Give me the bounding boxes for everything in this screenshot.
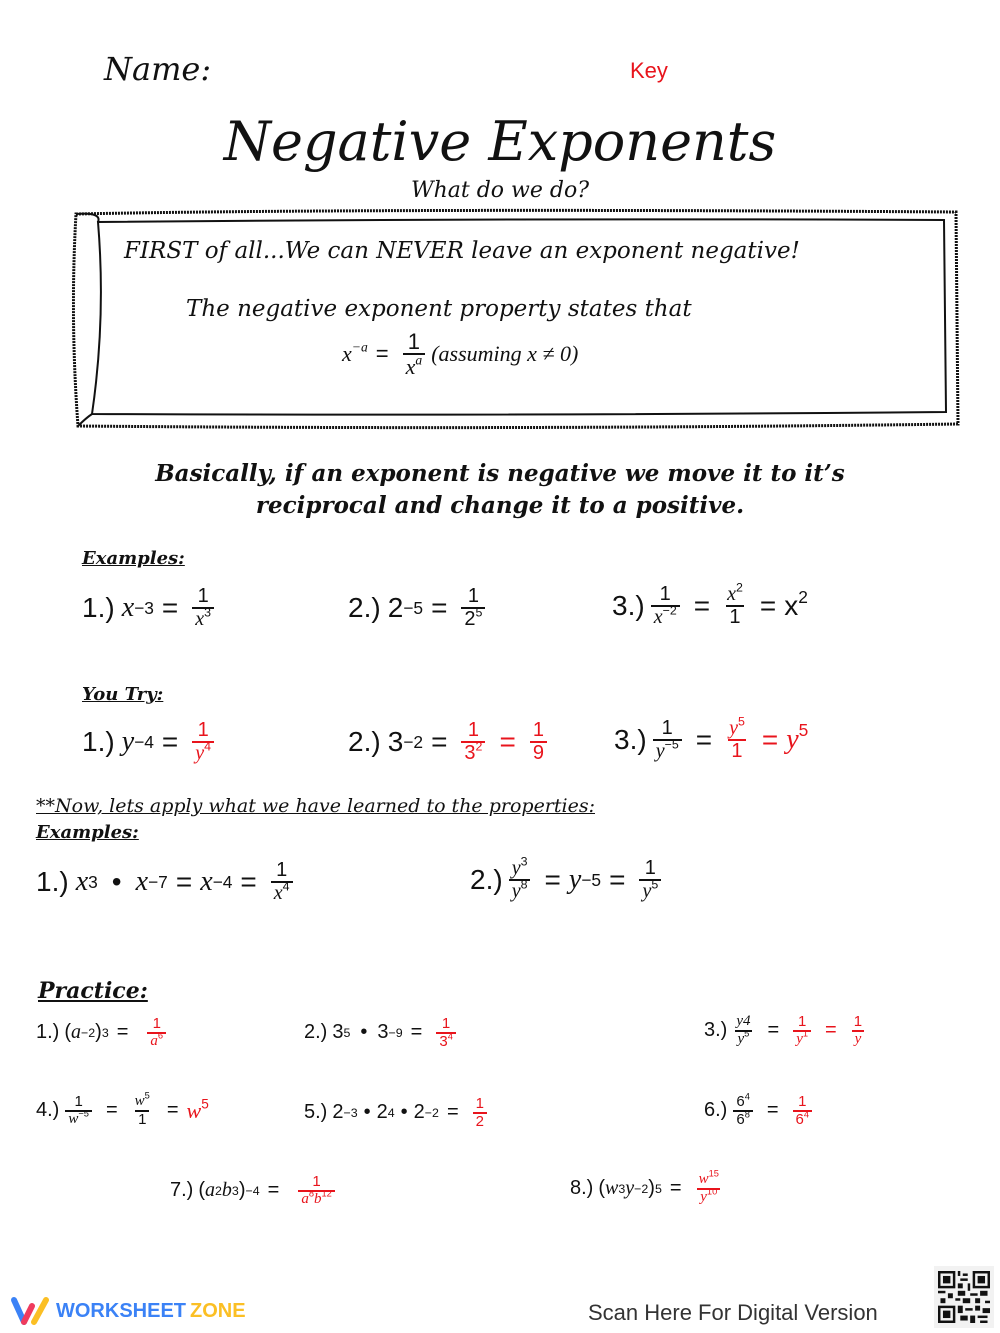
practice-7: 7.) ( a 2 b 3 ) −4 = $\frac{1}{a^8b^{12}}$ bbox=[170, 1174, 341, 1208]
formula-fraction: $\frac{1}{x^a}$ bbox=[403, 330, 426, 378]
examples-heading: Examples: bbox=[82, 548, 185, 569]
practice-3: 3.) $\frac{y4}{y^5}$ = $\frac{1}{y^1}$ = $\frac{1}{y}$ bbox=[704, 1014, 871, 1048]
summary-text: Basically, if an exponent is negative we move it to it’s reciprocal and change it to a positive. bbox=[155, 460, 845, 519]
brand-zone: ZONE bbox=[190, 1299, 246, 1322]
answer: $\frac{1}{2}$ bbox=[473, 1096, 487, 1130]
answer-final: $\frac{1}{y}$ bbox=[851, 1014, 865, 1048]
you-try-heading: You Try: bbox=[82, 684, 164, 705]
worksheetzone-brand[interactable] bbox=[10, 1296, 246, 1326]
property-example-1: 1.) x 3 • x −7 = x −4 = $\frac{1}{x^4}$ bbox=[36, 860, 299, 904]
answer: $\frac{1}{a^6}$ bbox=[147, 1016, 166, 1050]
practice-6: 6.) $\frac{6^4}{6^8}$ = $\frac{1}{6^4}$ bbox=[704, 1094, 818, 1128]
answer-key-label: Key bbox=[630, 58, 668, 83]
rule-box bbox=[72, 208, 960, 430]
practice-8: 8.) ( w 3 y −2 ) 5 = $\frac{w^{15}}{y^{10}}$ bbox=[570, 1172, 728, 1206]
properties-note: **Now, lets apply what we have learned to the properties: bbox=[36, 795, 595, 817]
example-3: 3.) $\frac{1}{x^{-2}}$ = $\frac{x^2}{1}$ = $x^2$ bbox=[612, 580, 808, 628]
name-label: Name: bbox=[104, 50, 212, 88]
practice-heading: Practice: bbox=[38, 978, 148, 1004]
negative-exponent-formula: $x^{-a}$ = $\frac{1}{x^a}$ (assuming x ≠ 0) bbox=[342, 329, 579, 380]
answer: $\frac{w^{15}}{y^{10}}$ bbox=[698, 1168, 719, 1205]
answer: $\frac{1}{a^8b^{12}}$ bbox=[298, 1174, 335, 1208]
brand-worksheet: WORKSHEET bbox=[56, 1299, 186, 1322]
rule-line-never-negative: FIRST of all...We can NEVER leave an exponent negative! bbox=[124, 238, 800, 264]
worksheetzone-logo-icon bbox=[10, 1296, 50, 1326]
you-try-1: 1.) y −4 = $\frac{1}{y^4}$ bbox=[82, 720, 220, 764]
answer: $\frac{1}{y^1}$ bbox=[793, 1014, 811, 1048]
properties-examples-heading: Examples: bbox=[36, 822, 139, 843]
answer: $\frac{1}{3^2}$ bbox=[461, 720, 485, 764]
answer-final: $y^5$ bbox=[786, 719, 809, 755]
scan-text: Scan Here For Digital Version bbox=[588, 1300, 878, 1325]
rule-line-property: The negative exponent property states that bbox=[186, 296, 692, 322]
answer: $\frac{1}{y^4}$ bbox=[192, 720, 214, 764]
answer: $\frac{y^5}{1}$ bbox=[729, 714, 745, 762]
example-2: 2.) 2 −5 = $\frac{1}{2^5}$ bbox=[348, 586, 491, 630]
example-1: 1.) x −3 = $\frac{1}{x^3}$ bbox=[82, 586, 220, 630]
answer-final: $\frac{1}{9}$ bbox=[530, 720, 547, 764]
answer: $\frac{1}{6^4}$ bbox=[793, 1094, 813, 1128]
you-try-2: 2.) 3 −2 = $\frac{1}{3^2}$ = $\frac{1}{9}$ bbox=[348, 720, 553, 764]
practice-2: 2.) 3 5 • 3 −9 = $\frac{1}{3^4}$ bbox=[304, 1016, 462, 1050]
page-subtitle: What do we do? bbox=[410, 178, 590, 203]
qr-code-icon[interactable] bbox=[934, 1266, 994, 1328]
property-example-2: 2.) $\frac{y^3}{y^8}$ = y −5 = $\frac{1}{y^5}$ bbox=[470, 858, 667, 902]
you-try-3: 3.) $\frac{1}{y^{-5}}$ = $\frac{y^5}{1}$ = $y^5$ bbox=[614, 714, 809, 762]
answer: $w^5$ bbox=[186, 1096, 209, 1123]
page-title: Negative Exponents bbox=[223, 110, 777, 173]
formula-lhs: $x^{-a}$ bbox=[342, 339, 368, 367]
answer: $\frac{1}{3^4}$ bbox=[436, 1016, 456, 1050]
practice-5: 5.) 2 −3 • 2 4 • 2 −2 = $\frac{1}{2}$ bbox=[304, 1096, 493, 1130]
practice-1: 1.) ( a −2 ) 3 = $\frac{1}{a^6}$ bbox=[36, 1016, 172, 1050]
formula-condition: (assuming x ≠ 0) bbox=[431, 341, 579, 367]
practice-4: 4.) $\frac{1}{w^{-5}}$ = $\frac{w^5}{1}$ = $w^5$ bbox=[36, 1090, 209, 1128]
